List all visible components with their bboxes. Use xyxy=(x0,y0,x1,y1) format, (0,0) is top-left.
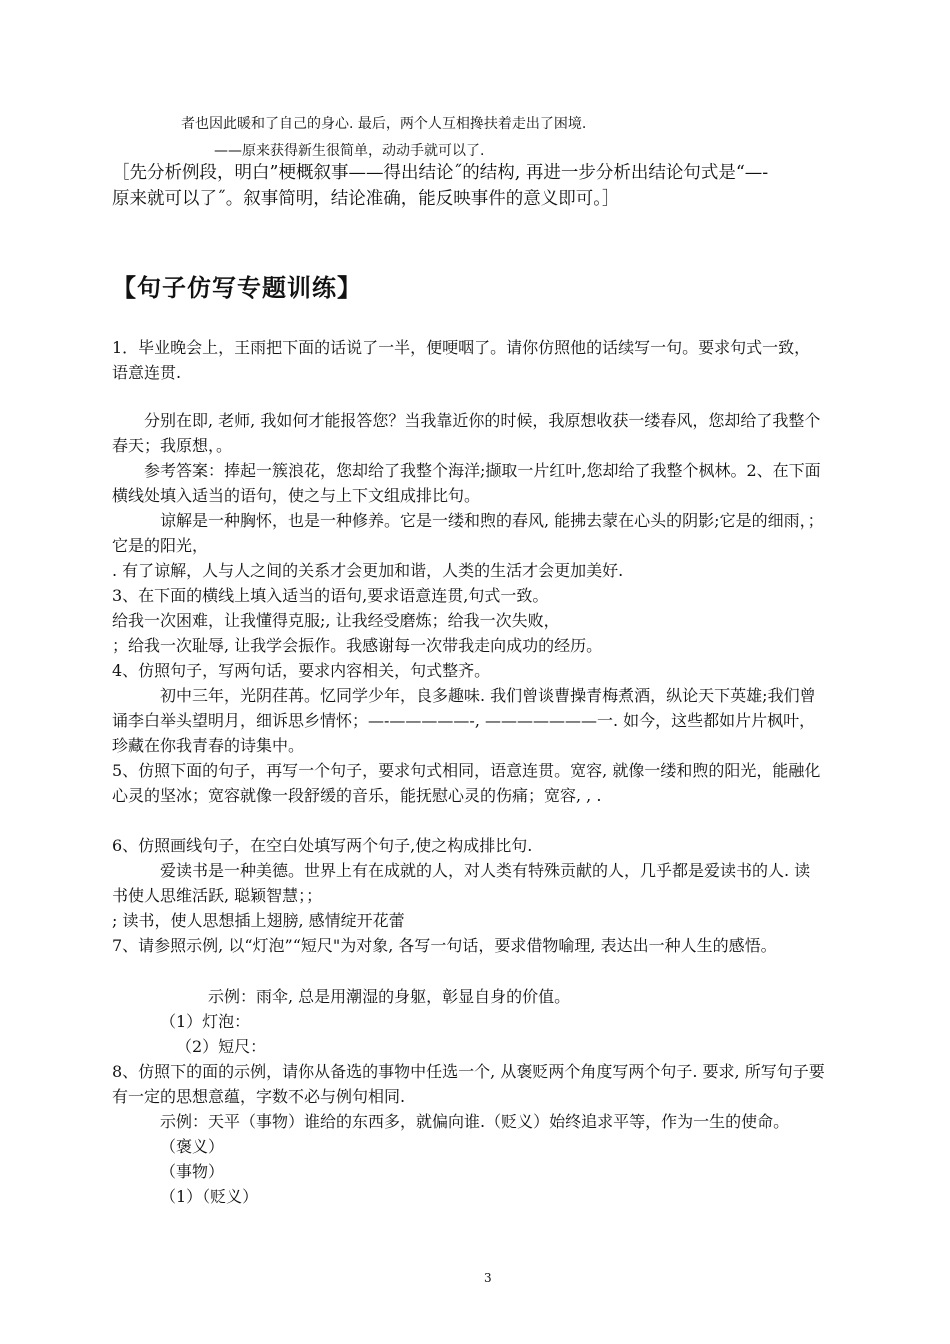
text-line: 初中三年，光阴荏苒。忆同学少年，良多趣味. 我们曾谈曹操青梅煮酒，纵论天下英雄;我们曾 xyxy=(160,686,816,705)
text-line: （褒义） xyxy=(160,1137,225,1156)
text-line: . 有了谅解，人与人之间的关系才会更加和谐，人类的生活才会更加美好. xyxy=(112,561,624,580)
text-line: 珍藏在你我青春的诗集中。 xyxy=(112,736,305,755)
intro-story-ending: 者也因此暖和了自己的身心. 最后，两个人互相搀扶着走出了困境. xyxy=(181,116,587,132)
text-line: 6、仿照画线句子，在空白处填写两个句子,使之构成排比句. xyxy=(112,836,533,855)
text-line: 示例：雨伞, 总是用潮湿的身躯，彰显自身的价值。 xyxy=(208,987,571,1006)
text-line: 它是的阳光， xyxy=(112,536,209,555)
text-line: ；给我一次耻辱, 让我学会振作。我感谢每一次带我走向成功的经历。 xyxy=(112,636,603,655)
text-line: 1．毕业晚会上，王雨把下面的话说了一半，便哽咽了。请你仿照他的话续写一句。要求句式一致， xyxy=(112,338,811,357)
text-line: （事物） xyxy=(160,1162,225,1181)
text-line: 参考答案：捧起一簇浪花，您却给了我整个海洋;撷取一片红叶,您却给了我整个枫林。2、在下面 xyxy=(144,461,821,480)
text-line: 分别在即, 老师, 我如何才能报答您？当我靠近你的时候，我原想收获一缕春风，您却给了我整个 xyxy=(144,411,821,430)
text-line: 春天；我原想，。 xyxy=(112,436,233,455)
text-line: 4、仿照句子，写两句话，要求内容相关，句式整齐。 xyxy=(112,661,491,680)
text-line: 7、请参照示例, 以“灯泡”“短尺"为对象, 各写一句话，要求借物喻理, 表达出一种人生的感悟。 xyxy=(112,936,777,955)
text-line: 爱读书是一种美德。世界上有在成就的人，对人类有特殊贡献的人，几乎都是爱读书的人. 读 xyxy=(160,861,811,880)
text-line: 给我一次困难，让我懂得克服;, 让我经受磨炼；给我一次失败， xyxy=(112,611,560,630)
text-line: ; 读书，使人思想插上翅膀, 感情绽开花蕾 xyxy=(112,911,405,930)
text-line: 谅解是一种胸怀，也是一种修养。它是一缕和煦的春风, 能拂去蒙在心头的阴影;它是的细雨，； xyxy=(160,511,824,530)
text-line: 3、在下面的横线上填入适当的语句,要求语意连贯,句式一致。 xyxy=(112,586,549,605)
text-line: （1）（贬义） xyxy=(160,1187,259,1206)
intro-story-conclusion: ——原来获得新生很简单，动动手就可以了. xyxy=(214,143,485,159)
page-number: 3 xyxy=(484,1271,492,1285)
text-line: 诵李白举头望明月，细诉思乡情怀；—-—————-, ———————一. 如今，这些都如片片枫叶， xyxy=(112,711,816,730)
analysis-note-line-1: ［先分析例段，明白”梗概叙事——得出结论˝的结构, 再进一步分析出结论句式是“—- xyxy=(112,163,769,183)
text-line: 语意连贯. xyxy=(112,363,182,382)
analysis-note-line-2: 原来就可以了˝。叙事简明，结论准确，能反映事件的意义即可。］ xyxy=(112,189,620,209)
text-line: 5、仿照下面的句子，再写一个句子，要求句式相同，语意连贯。宽容, 就像一缕和煦的阳光，能融化 xyxy=(112,761,821,780)
text-line: （2）短尺： xyxy=(176,1037,267,1056)
text-line: 心灵的坚冰；宽容就像一段舒缓的音乐，能抚慰心灵的伤痛；宽容, , . xyxy=(112,786,602,805)
text-line: （1）灯泡： xyxy=(160,1012,251,1031)
section-title: 【句子仿写专题训练】 xyxy=(112,274,362,302)
text-line: 横线处填入适当的语句，使之与上下文组成排比句。 xyxy=(112,486,481,505)
text-line: 有一定的思想意蕴，字数不必与例句相同. xyxy=(112,1087,406,1106)
text-line: 示例：天平（事物）谁给的东西多，就偏向谁.（贬义）始终追求平等，作为一生的使命。 xyxy=(160,1112,790,1131)
text-line: 8、仿照下的面的示例，请你从备选的事物中任选一个, 从褒贬两个角度写两个句子. 要求, 所写句子要 xyxy=(112,1062,825,1081)
text-line: 书使人思维活跃, 聪颖智慧；； xyxy=(112,886,323,905)
